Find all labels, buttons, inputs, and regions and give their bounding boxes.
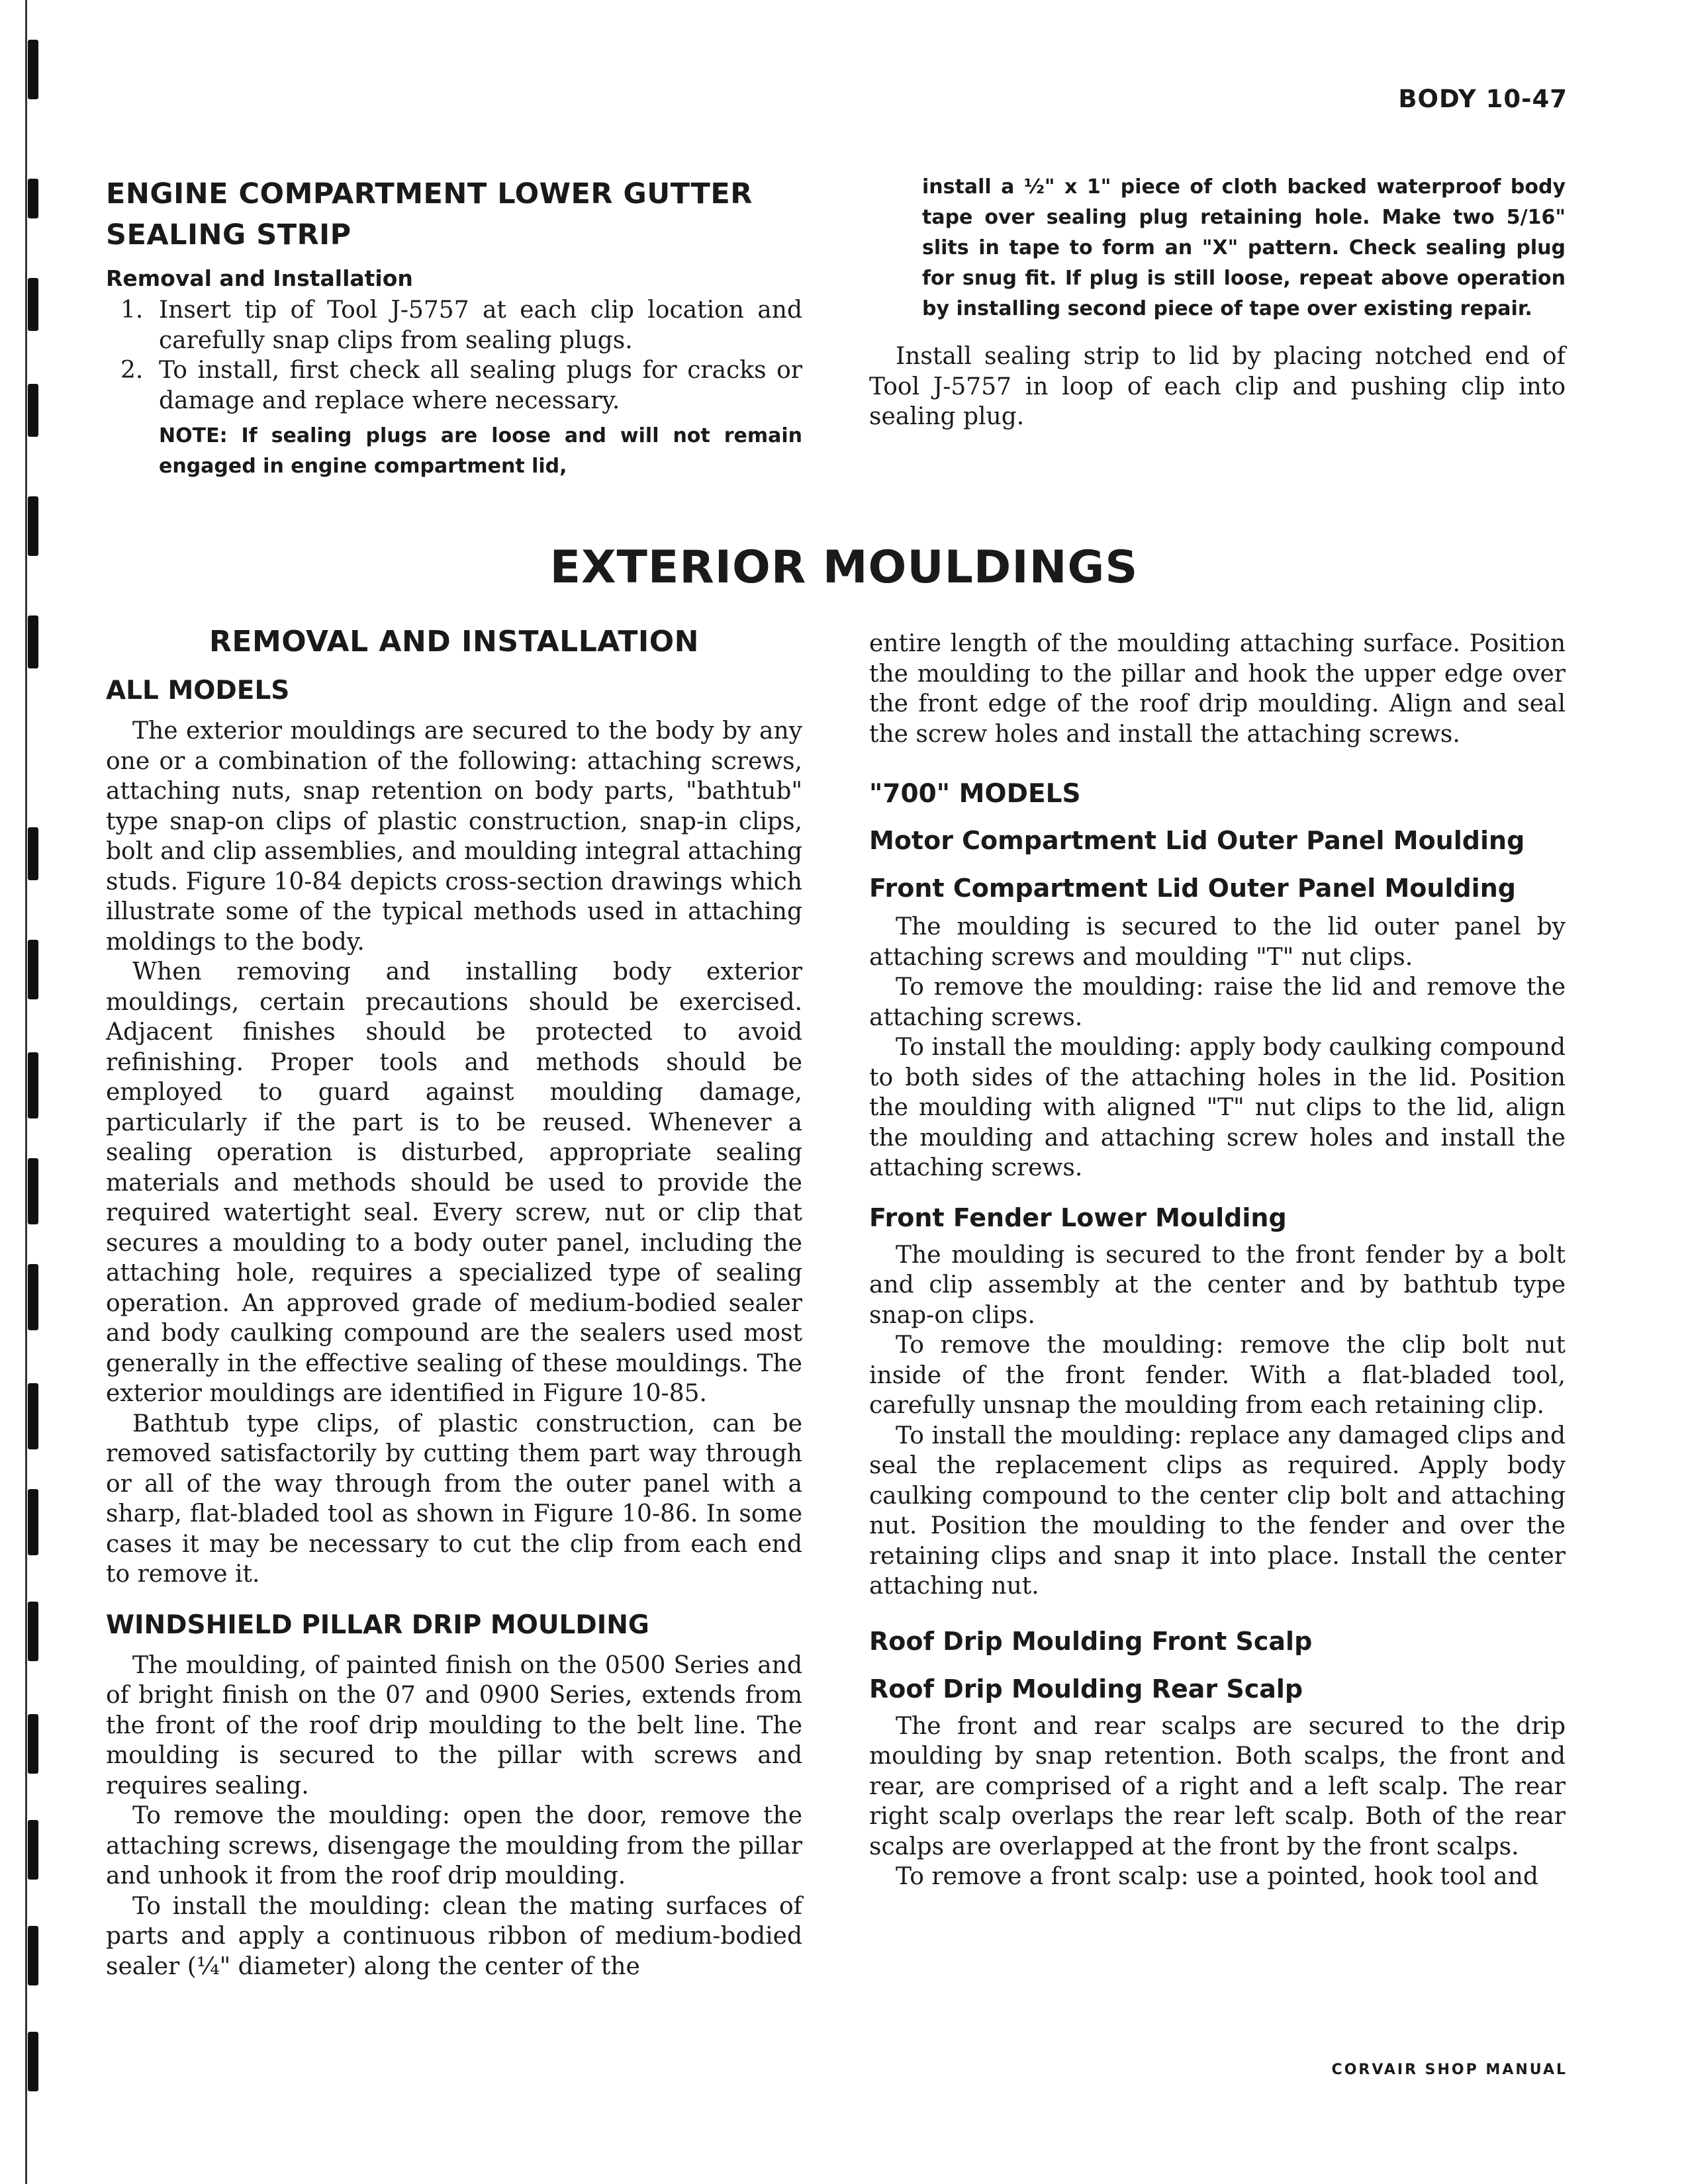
subheading: ALL MODELS [106, 676, 290, 705]
paragraph: The exterior mouldings are secured to the body by any one or a combination of the following: attaching screws, attaching nuts, snap retention on body parts, "bathtub" type snap-on clips of plastic construction, snap-in clips, bolt and clip assemblies, and moulding integral attaching studs. Figure 10-84 depicts cross-section drawings which illustrate some of the typical methods used in attaching moldings to the body. [106, 717, 802, 956]
binding-mark [28, 2032, 38, 2091]
binding-mark [28, 615, 38, 668]
paragraph: When removing and installing body exterior mouldings, certain precautions should be exercised. Adjacent finishes should be protected to avoid refinishing. Proper tools and methods should be employed to guard against moulding damage, particularly if the part is to be reused. Whenever a sealing operation is disturbed, appropriate sealing materials and methods should be used to provide the required watertight seal. Every screw, nut or clip that secures a moulding to a body outer panel, including the attaching hole, requires a specialized type of sealing operation. An approved grade of medium-bodied sealer and body caulking compound are the sealers used most generally in the effective sealing of these mouldings. The exterior mouldings are identified in Figure 10-85. [106, 958, 802, 1407]
binding-mark [28, 940, 38, 999]
paragraph: To install the moulding: clean the mating surfaces of parts and apply a continuous ribbon of medium-bodied sealer (¼" diameter) along the center of the [106, 1892, 802, 1980]
subheading: Roof Drip Moulding Rear Scalp [869, 1674, 1303, 1704]
step-number: 1. [120, 296, 144, 324]
subheading: Front Compartment Lid Outer Panel Moulding [869, 874, 1516, 903]
paragraph: To remove the moulding: open the door, remove the attaching screws, disengage the moulding from the pillar and unhook it from the roof drip moulding. [106, 1802, 802, 1889]
binding-mark [28, 827, 38, 880]
paragraph: entire length of the moulding attaching surface. Position the moulding to the pillar and hook the upper edge over the front edge of the roof drip moulding. Align and seal the screw holes and install the attaching screws. [869, 630, 1566, 748]
subheading: Motor Compartment Lid Outer Panel Moulding [869, 826, 1525, 855]
paragraph: To install the moulding: replace any damaged clips and seal the replacement clips as required. Apply body caulking compound to the center clip bolt and attaching nut. Position the moulding to the fender and over the retaining clips and snap it into place. Install the center attaching nut. [869, 1422, 1566, 1600]
paragraph: The moulding is secured to the front fender by a bolt and clip assembly at the center and by bathtub type snap-on clips. [869, 1241, 1566, 1329]
page-footer: CORVAIR SHOP MANUAL [1331, 2062, 1568, 2078]
paragraph: To remove the moulding: raise the lid and remove the attaching screws. [869, 974, 1566, 1031]
binding-mark [28, 1158, 38, 1224]
binding-mark [28, 1489, 38, 1555]
top-right-section [869, 172, 1566, 432]
section-heading: ENGINE COMPARTMENT LOWER GUTTER [106, 177, 753, 210]
list-item [106, 355, 802, 416]
subheading: WINDSHIELD PILLAR DRIP MOULDING [106, 1610, 649, 1640]
note-text: NOTE: If sealing plugs are loose and will not remain engaged in engine compartment lid, [159, 424, 802, 478]
steps-list [106, 295, 802, 416]
list-item [106, 295, 802, 355]
section-heading-line2: SEALING STRIP [106, 218, 352, 251]
binding-mark [28, 1602, 38, 1661]
step-text: To install, first check all sealing plugs for cracks or damage and replace where necessary. [159, 357, 802, 414]
step-number: 2. [120, 357, 144, 384]
subheading: Roof Drip Moulding Front Scalp [869, 1626, 1313, 1656]
paragraph: Bathtub type clips, of plastic construction, can be removed satisfactorily by cutting them part way through or all of the way through from the outer panel with a sharp, flat-bladed tool as shown in Figure 10-86. In some cases it may be necessary to cut the clip from each end to remove it. [106, 1410, 802, 1588]
binding-edge [25, 0, 42, 2184]
paragraph: The moulding, of painted finish on the 0500 Series and of bright finish on the 07 and 0900 Series, extends from the front of the roof drip moulding to the belt line. The moulding is secured to the pillar with screws and requires sealing. [106, 1651, 802, 1799]
paragraph: The moulding is secured to the lid outer panel by attaching screws and moulding "T" nut clips. [869, 913, 1566, 971]
binding-mark [28, 179, 38, 218]
binding-mark [28, 1264, 38, 1330]
binding-mark [28, 1820, 38, 1880]
binding-mark [28, 384, 38, 437]
binding-mark [28, 1383, 38, 1449]
binding-mark [28, 1714, 38, 1774]
paragraph: To remove a front scalp: use a pointed, hook tool and [896, 1863, 1538, 1890]
running-head: BODY 10-47 [1398, 85, 1568, 113]
top-left-section [106, 173, 802, 482]
binding-mark [28, 40, 38, 99]
binding-rule [25, 0, 27, 2184]
left-column [106, 622, 802, 1981]
right-column [869, 629, 1566, 1892]
paragraph: Install sealing strip to lid by placing notched end of Tool J-5757 in loop of each clip and pushing clip into sealing plug. [869, 343, 1566, 430]
page-title: EXTERIOR MOULDINGS [549, 541, 1139, 594]
paragraph: The front and rear scalps are secured to the drip moulding by snap retention. Both scalps, the front and rear, are comprised of a right and a left scalp. The rear right scalp overlaps the rear left scalp. Both of the rear scalps are overlapped at the front by the front scalps. [869, 1712, 1566, 1860]
paragraph: To remove the moulding: remove the clip bolt nut inside of the front fender. With a flat-bladed tool, carefully unsnap the moulding from each retaining clip. [869, 1332, 1566, 1419]
paragraph: To install the moulding: apply body caulking compound to both sides of the attaching holes in the lid. Position the moulding with aligned "T" nut clips to the lid, align the moulding and attaching screw holes and install the attaching screws. [869, 1034, 1566, 1181]
step-text: Insert tip of Tool J-5757 at each clip location and carefully snap clips from sealing plugs. [159, 296, 802, 354]
binding-mark [28, 1052, 38, 1118]
section-heading: REMOVAL AND INSTALLATION [209, 625, 699, 659]
subheading: Removal and Installation [106, 265, 413, 291]
subheading: Front Fender Lower Moulding [869, 1203, 1287, 1232]
binding-mark [28, 278, 38, 331]
subheading: "700" MODELS [869, 779, 1081, 809]
binding-mark [28, 1926, 38, 1985]
note-continuation: install a ½" x 1" piece of cloth backed waterproof body tape over sealing plug retaining hole. Make two 5/16" slits in tape to form an "X" pattern. Check sealing plug for snug fit. If plug is still loose, repeat above operation by installing second piece of tape over existing repair. [922, 175, 1566, 320]
